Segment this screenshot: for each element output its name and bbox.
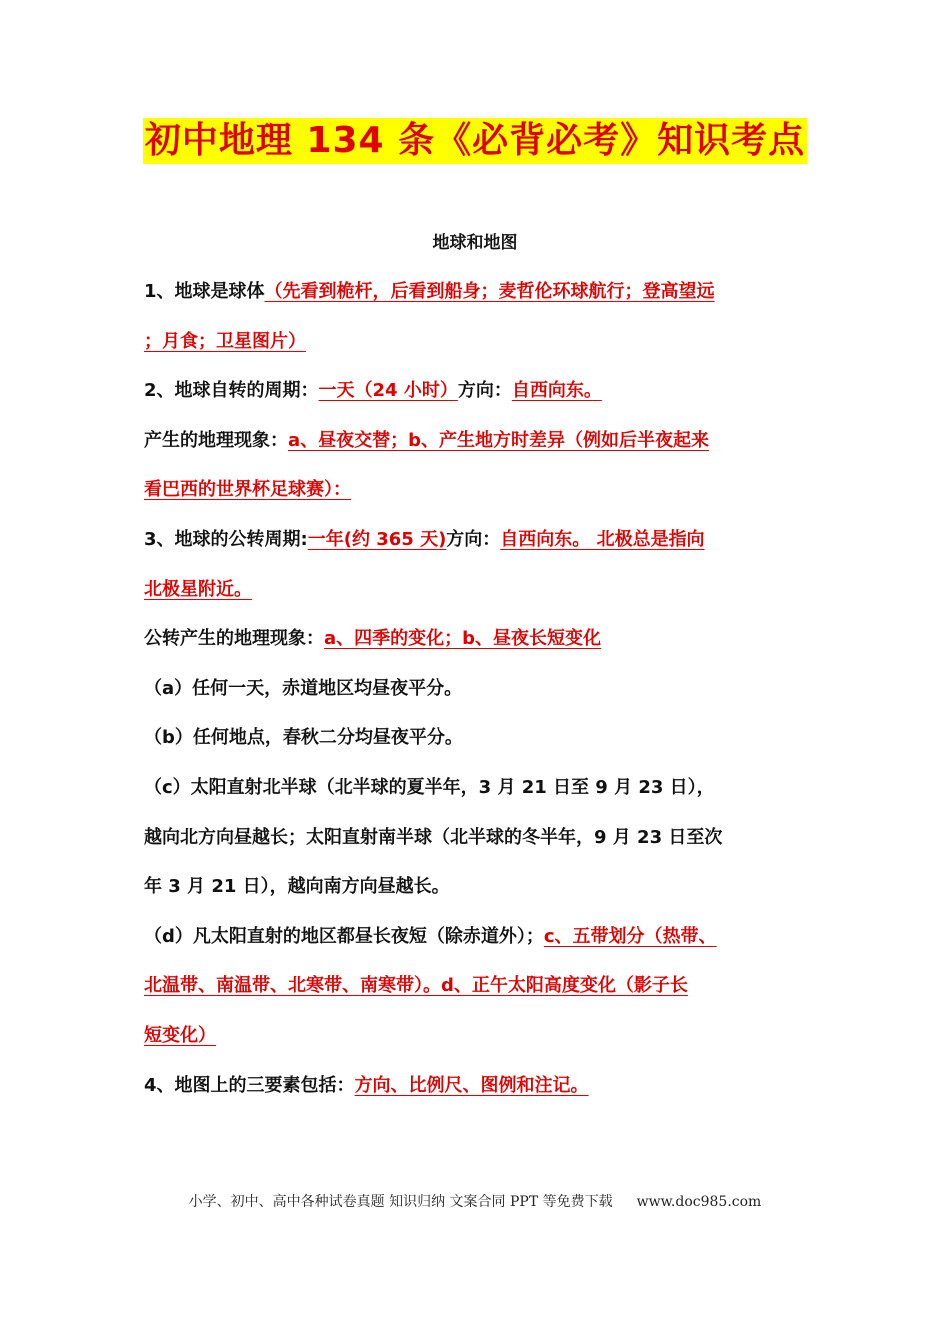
- text-line: （a）任何一天，赤道地区均昼夜平分。: [144, 677, 463, 699]
- text-line: 4、地图上的三要素包括：方向、比例尺、图例和注记。: [144, 1074, 589, 1096]
- text-line: 公转产生的地理现象：a、四季的变化；b、昼夜长短变化: [144, 628, 602, 650]
- text-line: （b）任何地点，春秋二分均昼夜平分。: [144, 727, 463, 749]
- text-line: 3、地球的公转周期:一年(约 365 天)方向：自西向东。 北极总是指向: [144, 528, 705, 550]
- footer-url: www.doc985.com: [636, 1194, 762, 1210]
- section-heading: 地球和地图: [432, 233, 518, 253]
- text-line: 年 3 月 21 日），越向南方向昼越长。: [144, 876, 450, 898]
- text-line: （d）凡太阳直射的地区都昼长夜短（除赤道外）；c、五带划分（热带、: [144, 925, 717, 947]
- title-wrap: [0, 118, 950, 164]
- text-line: （c）太阳直射北半球（北半球的夏半年，3 月 21 日至 9 月 23 日），: [144, 776, 715, 798]
- document-title: 初中地理 134 条《必背必考》知识考点: [143, 118, 807, 164]
- text-line: 越向北方向昼越长；太阳直射南半球（北半球的冬半年，9 月 23 日至次: [144, 826, 723, 848]
- text-line: 2、地球自转的周期：一天（24 小时）方向：自西向东。: [144, 380, 602, 402]
- page-footer: [0, 1191, 950, 1211]
- text-line: 产生的地理现象：a、昼夜交替；b、产生地方时差异（例如后半夜起来: [144, 429, 710, 451]
- text-line: 北极星附近。: [144, 578, 252, 600]
- text-line: 看巴西的世界杯足球赛）：: [144, 479, 351, 501]
- footer-text: 小学、初中、高中各种试卷真题 知识归纳 文案合同 PPT 等免费下载: [188, 1194, 613, 1210]
- content-body: [144, 272, 834, 1115]
- text-line: 1、地球是球体（先看到桅杆，后看到船身；麦哲伦环球航行；登高望远: [144, 281, 715, 302]
- text-line: 北温带、南温带、北寒带、南寒带）。d、正午太阳高度变化（影子长: [144, 975, 688, 997]
- text-line: 短变化）: [144, 1024, 216, 1046]
- text-line: ；月食；卫星图片）: [144, 330, 306, 352]
